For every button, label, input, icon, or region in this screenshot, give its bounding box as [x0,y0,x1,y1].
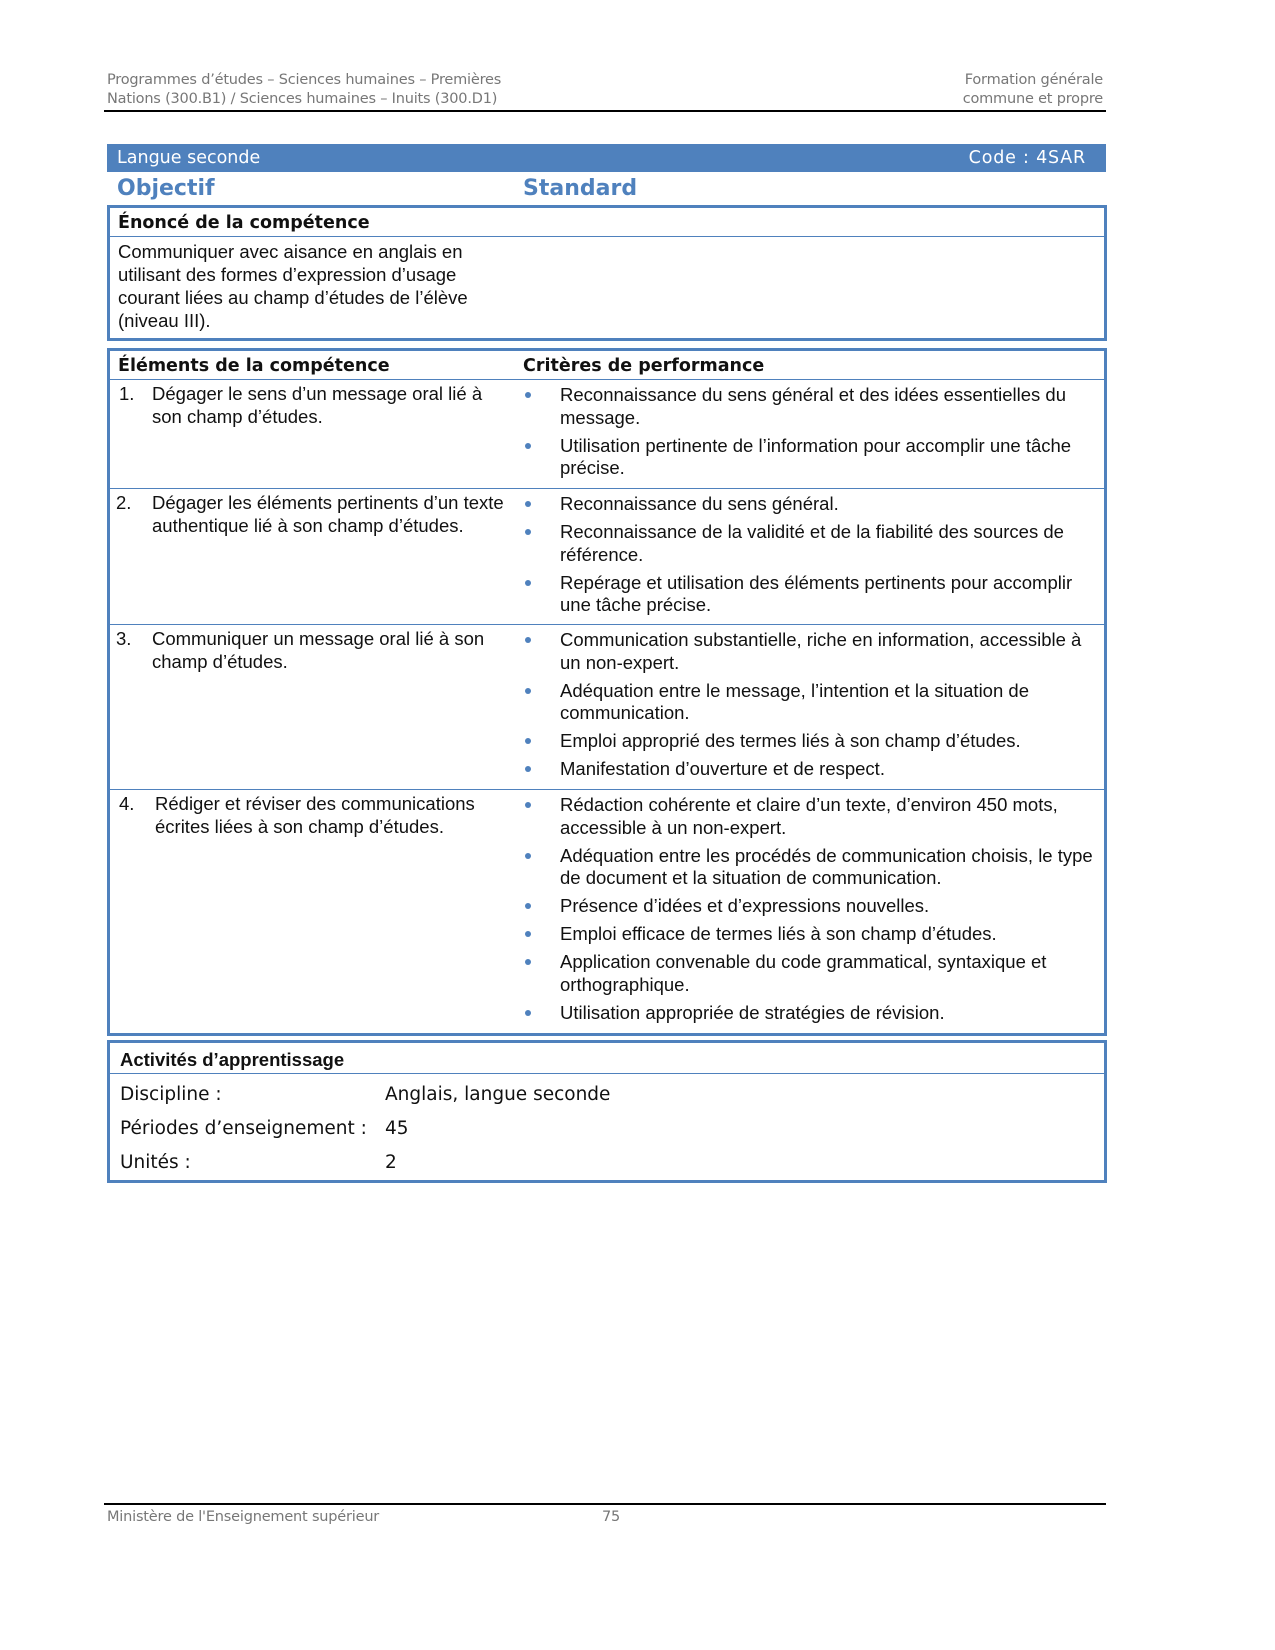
learning-activities-box [107,1040,1107,1183]
bullet-icon [525,443,531,449]
criterion-item: Utilisation appropriée de stratégies de révision. [520,1002,1100,1025]
course-code: Code : 4SAR [968,148,1086,168]
standard-heading: Standard [523,176,638,201]
competence-statement-header [110,208,1104,237]
formation-type-line-2: commune et propre [962,91,1103,107]
element-number: 3. [116,628,132,649]
table-row [110,489,1104,625]
learning-activities-heading: Activités d’apprentissage [110,1043,1104,1074]
activity-label: Unités : [120,1152,191,1173]
ministry-name: Ministère de l'Enseignement supérieur [107,1509,380,1525]
activity-label: Discipline : [120,1084,222,1105]
element-number: 2. [116,492,132,513]
element-text: Communiquer un message oral lié à son champ d’études. [152,628,485,672]
activity-value: 2 [385,1152,397,1173]
competence-statement-text [118,240,518,332]
section-column-headings [107,173,1106,205]
document-title-line-2: Nations (300.B1) / Sciences humaines – Inuits (300.D1) [107,91,498,107]
criterion-item: Emploi approprié des termes liés à son champ d’études. [520,730,1100,753]
criterion-item: Reconnaissance de la validité et de la fiabilité des sources de référence. [520,521,1100,566]
bullet-icon [525,766,531,772]
criterion-item: Utilisation pertinente de l’information pour accomplir une tâche précise. [520,435,1100,480]
bullet-icon [525,580,531,586]
competence-statement-box [107,205,1107,341]
criteria-list [520,384,1100,485]
bullet-icon [525,688,531,694]
bullet-icon [525,802,531,808]
page-footer [104,1503,1106,1525]
element-text: Dégager les éléments pertinents d’un texte authentique lié à son champ d’études. [152,492,504,536]
criteria-column-heading: Critères de performance [523,356,765,376]
criterion-item: Adéquation entre le message, l’intention et la situation de communication. [520,680,1100,725]
elements-column-heading: Éléments de la compétence [118,356,390,376]
criteria-list [520,629,1100,786]
criterion-item: Manifestation d’ouverture et de respect. [520,758,1100,781]
criterion-item: Présence d’idées et d’expressions nouvelles. [520,895,1100,918]
bullet-icon [525,738,531,744]
element-number: 4. [119,793,135,814]
competence-elements-table [107,348,1107,1036]
criterion-item: Communication substantielle, riche en information, accessible à un non-expert. [520,629,1100,674]
table-row [110,380,1104,489]
element-text: Rédiger et réviser des communications écrites liées à son champ d’études. [155,793,475,837]
statement-line: (niveau III). [118,310,211,331]
bullet-icon [525,637,531,643]
criterion-item: Repérage et utilisation des éléments pertinents pour accomplir une tâche précise. [520,572,1100,617]
activity-value: 45 [385,1118,409,1139]
document-title-line-1: Programmes d’études – Sciences humaines – Premières [107,72,502,88]
criterion-item: Rédaction cohérente et claire d’un texte, d’environ 450 mots, accessible à un non-expert. [520,794,1100,839]
page-header [104,71,1106,112]
bullet-icon [525,931,531,937]
element-text: Dégager le sens d’un message oral lié à son champ d’études. [152,383,483,427]
criteria-list [520,794,1100,1030]
bullet-icon [525,1010,531,1016]
element-number: 1. [119,383,135,404]
statement-line: utilisant des formes d’expression d’usage [118,264,457,285]
statement-line: Communiquer avec aisance en anglais en [118,241,463,262]
criterion-item: Application convenable du code grammatical, syntaxique et orthographique. [520,951,1100,996]
bullet-icon [525,392,531,398]
bullet-icon [525,959,531,965]
course-title-bar [107,144,1106,172]
criterion-item: Adéquation entre les procédés de communication choisis, le type de document et la situation de communication. [520,845,1100,890]
criterion-item: Emploi efficace de termes liés à son champ d’études. [520,923,1100,946]
objectif-heading: Objectif [117,176,215,201]
bullet-icon [525,903,531,909]
table-row [110,625,1104,790]
course-subject: Langue seconde [117,148,261,168]
elements-table-header [110,351,1104,380]
bullet-icon [525,529,531,535]
statement-line: courant liées au champ d’études de l’élève [118,287,468,308]
document-title [107,71,501,109]
activity-value: Anglais, langue seconde [385,1084,611,1105]
bullet-icon [525,853,531,859]
bullet-icon [525,501,531,507]
formation-type [963,71,1103,109]
activity-label: Périodes d’enseignement : [120,1118,367,1139]
table-row [110,790,1104,1030]
criterion-item: Reconnaissance du sens général. [520,493,1100,516]
formation-type-line-1: Formation générale [964,72,1103,88]
page-number: 75 [602,1509,621,1525]
criterion-item: Reconnaissance du sens général et des idées essentielles du message. [520,384,1100,429]
criteria-list [520,493,1100,622]
competence-statement-heading: Énoncé de la compétence [118,213,370,233]
